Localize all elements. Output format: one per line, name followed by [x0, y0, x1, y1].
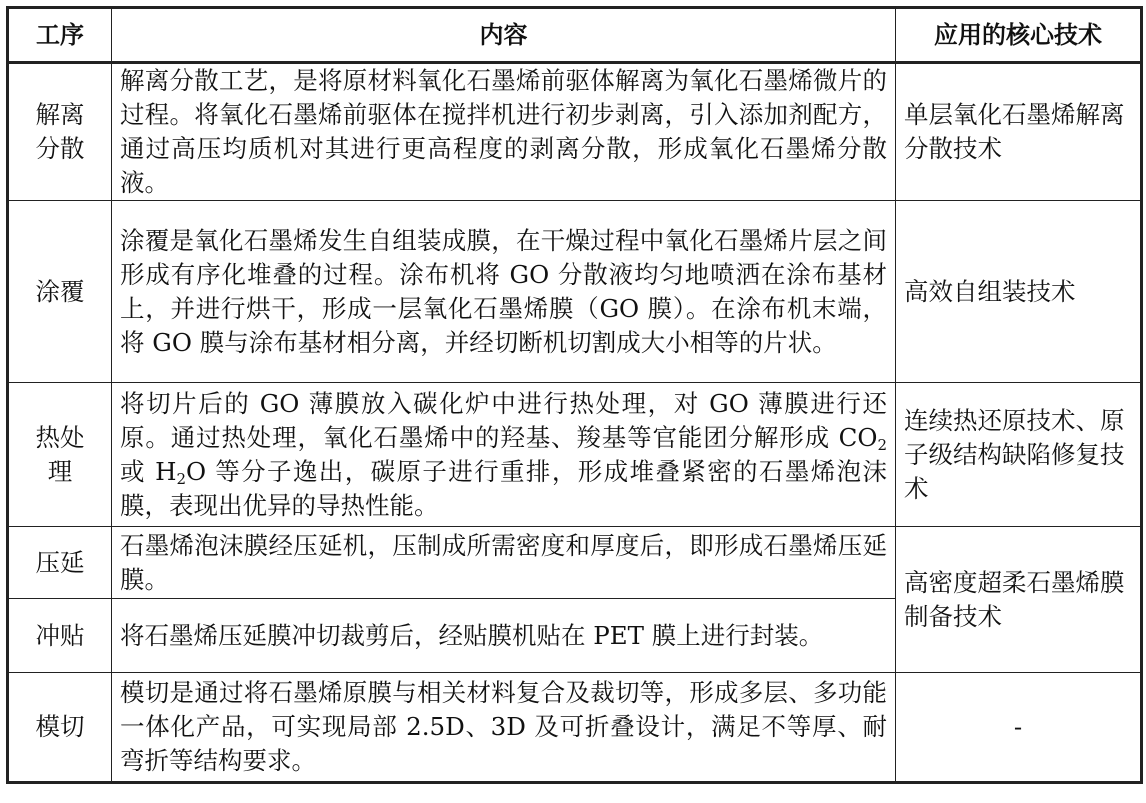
step-cell — [8, 383, 112, 527]
tech-cell: - — [896, 673, 1142, 783]
tech-cell: 连续热还原技术、原子级结构缺陷修复技术 — [896, 383, 1142, 527]
step-cell: 冲贴 — [8, 599, 112, 673]
content-cell: 石墨烯泡沫膜经压延机，压制成所需密度和厚度后，即形成石墨烯压延膜。 — [112, 527, 896, 599]
content-cell — [112, 383, 896, 527]
header-tech: 应用的核心技术 — [896, 8, 1142, 63]
content-text: 或 H — [120, 456, 177, 486]
header-content: 内容 — [112, 8, 896, 63]
tech-cell: 高效自组装技术 — [896, 201, 1142, 383]
content-cell: 涂覆是氧化石墨烯发生自组装成膜，在干燥过程中氧化石墨烯片层之间形成有序化堆叠的过程。涂布机将 GO 分散液均匀地喷洒在涂布基材上，并进行烘干，形成一层氧化石墨烯膜（GO 膜）。在涂布机末端，将 GO 膜与涂布基材相分离，并经切断机切割成大小相等的片状。 — [112, 201, 896, 383]
content-text: 将切片后的 GO 薄膜放入碳化炉中进行热处理，对 GO 薄膜进行还原。通过热处理，氧化石墨烯中的羟基、羧基等官能团分解形成 CO — [120, 388, 887, 452]
table-row — [8, 201, 1142, 383]
table-row — [8, 383, 1142, 527]
process-table — [6, 6, 1143, 784]
step-label: 热处理 — [35, 422, 85, 486]
step-cell: 压延 — [8, 527, 112, 599]
table-row — [8, 527, 1142, 599]
content-cell: 将石墨烯压延膜冲切裁剪后，经贴膜机贴在 PET 膜上进行封装。 — [112, 599, 896, 673]
subscript: 2 — [877, 435, 887, 454]
subscript: 2 — [176, 469, 186, 488]
step-cell: 模切 — [8, 673, 112, 783]
table-row — [8, 63, 1142, 201]
header-step: 工序 — [8, 8, 112, 63]
content-text: O 等分子逸出，碳原子进行重排，形成堆叠紧密的石墨烯泡沫膜，表现出优异的导热性能。 — [120, 456, 887, 520]
content-cell: 模切是通过将石墨烯原膜与相关材料复合及裁切等，形成多层、多功能一体化产品，可实现局部 2.5D、3D 及可折叠设计，满足不等厚、耐弯折等结构要求。 — [112, 673, 896, 783]
step-cell: 涂覆 — [8, 201, 112, 383]
step-label: 解离分散 — [35, 100, 85, 163]
table-row — [8, 673, 1142, 783]
content-cell: 解离分散工艺，是将原材料氧化石墨烯前驱体解离为氧化石墨烯微片的过程。将氧化石墨烯前驱体在搅拌机进行初步剥离，引入添加剂配方，通过高压均质机对其进行更高程度的剥离分散，形成氧化石墨烯分散液。 — [112, 63, 896, 201]
header-row — [8, 8, 1142, 63]
tech-cell: 高密度超柔石墨烯膜制备技术 — [896, 527, 1142, 673]
tech-cell: 单层氧化石墨烯解离分散技术 — [896, 63, 1142, 201]
step-cell — [8, 63, 112, 201]
